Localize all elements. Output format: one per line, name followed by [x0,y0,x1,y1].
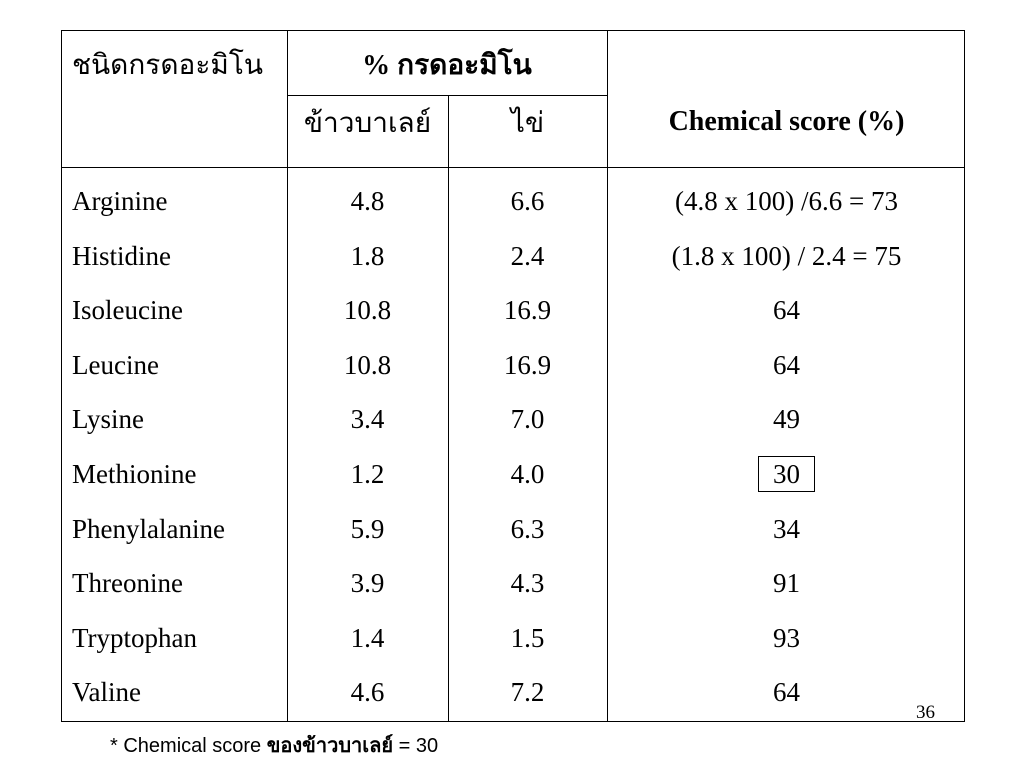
barley-value: 1.4 [350,622,385,653]
chemical-score-value: 64 [773,349,800,380]
chemical-score-value: 49 [773,404,800,435]
header-chemical-score: Chemical score (%) [668,106,905,137]
amino-acid-name: Leucine [72,349,159,380]
barley-value: 5.9 [350,513,385,544]
chemical-score-value: 93 [773,622,800,653]
egg-value: 16.9 [503,295,552,326]
egg-value: 1.5 [510,622,545,653]
amino-acid-name: Tryptophan [72,622,198,653]
amino-acid-name: Phenylalanine [72,513,225,544]
egg-value: 4.0 [510,459,545,489]
amino-acid-name: Arginine [72,186,168,216]
barley-value: 10.8 [343,349,392,380]
footnote-suffix: = 30 [398,735,439,757]
egg-value: 7.2 [510,677,545,708]
limiting-score-box: 30 [758,456,815,492]
barley-value: 1.8 [350,240,385,271]
amino-acid-name: Threonine [72,568,183,599]
egg-value: 6.3 [510,513,545,544]
amino-acid-table [61,30,965,722]
barley-value: 3.9 [350,568,385,599]
chemical-score-value: 34 [773,513,800,544]
barley-value: 3.4 [350,404,385,435]
egg-value: 6.6 [510,186,545,216]
egg-value: 4.3 [510,568,545,599]
header-egg: ไข่ [510,108,545,139]
header-sub-divider [287,95,607,96]
header-amino-acid-type: ชนิดกรดอะมิโน [72,50,263,81]
chemical-score-value: (1.8 x 100) / 2.4 = 75 [671,240,902,271]
egg-value: 2.4 [510,240,545,271]
footnote-thai: ของข้าวบาเลย์ [266,735,394,757]
chemical-score-value: 91 [773,568,800,599]
barley-value: 10.8 [343,295,392,326]
amino-acid-name: Lysine [72,404,144,435]
page-number: 36 [916,702,935,723]
amino-acid-name: Histidine [72,240,171,271]
egg-value: 16.9 [503,349,552,380]
footnote-prefix: * Chemical score [110,735,262,757]
chemical-score-value: 64 [773,295,800,326]
chemical-score-value: 64 [773,677,800,708]
header-percent-amino-acid: % กรดอะมิโน [362,50,532,81]
amino-acid-name: Methionine [72,459,197,489]
barley-value: 4.6 [350,677,385,708]
barley-value: 1.2 [350,459,385,489]
chemical-score-value: (4.8 x 100) /6.6 = 73 [675,186,898,216]
chemical-score-value [607,459,966,489]
barley-value: 4.8 [350,186,385,216]
egg-value: 7.0 [510,404,545,435]
footnote [110,733,438,759]
amino-acid-name: Isoleucine [72,295,183,326]
header-bottom-divider [62,167,964,168]
amino-acid-name: Valine [72,677,141,708]
header-barley: ข้าวบาเลย์ [303,108,432,139]
